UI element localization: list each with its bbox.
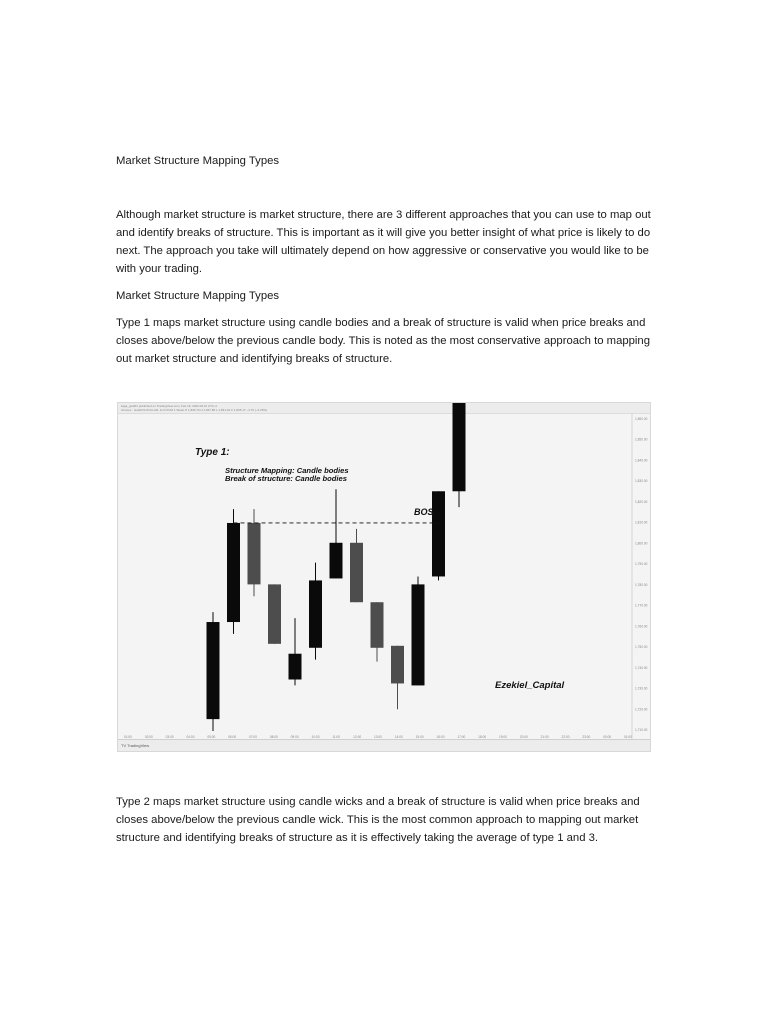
- price-tick-label: 1,790.00: [635, 562, 648, 567]
- annotation-break-of-structure: Break of structure: Candle bodies: [225, 474, 347, 483]
- chart-figure: [117, 402, 651, 752]
- candle-body: [309, 580, 322, 647]
- ezekiel-capital-watermark: Ezekiel_Capital: [495, 680, 565, 691]
- time-tick-label: 16:00: [436, 735, 445, 739]
- price-tick-label: 1,860.00: [635, 417, 648, 421]
- candle-body: [248, 523, 261, 584]
- document-title: Market Structure Mapping Types: [116, 155, 280, 167]
- section-subtitle: Market Structure Mapping Types: [116, 290, 280, 302]
- candle-body: [432, 491, 445, 576]
- chart-header-text: ilaga_gold01 published on TradingView.com, Feb 16, 2023 00:10 UTC-4: [121, 404, 217, 408]
- price-tick-label: 1,740.00: [635, 665, 648, 670]
- price-tick-label: 1,710.00: [635, 728, 648, 732]
- time-tick-label: 08:00: [269, 735, 278, 739]
- time-tick-label: 17:00: [457, 735, 466, 739]
- candle-body: [330, 543, 343, 579]
- price-tick-label: 1,850.00: [635, 437, 648, 442]
- time-tick-label: 03:00: [165, 735, 174, 739]
- time-tick-label: 21:00: [540, 735, 549, 739]
- price-tick-label: 1,820.00: [635, 499, 648, 504]
- type1-paragraph: Type 1 maps market structure using candle bodies and a break of structure is valid when price breaks and closes above/below the previous candle body. This is noted as the most conservative approach to mapping out market structure and identifying breaks of structure.: [116, 317, 650, 365]
- type2-paragraph: Type 2 maps market structure using candle wicks and a break of structure is valid when price breaks and closes above/below the previous candle wick. This is the most common approach to mapping out market structure and identifying breaks of structure as it is effectively taking the average of type 1 and 3.: [116, 796, 640, 844]
- annotation-structure-mapping: Structure Mapping: Candle bodies: [225, 466, 349, 475]
- time-tick-label: 06:00: [228, 735, 237, 739]
- tradingview-logo: TV TradingView: [121, 743, 150, 748]
- chart-footer-bar: [118, 739, 650, 751]
- time-tick-label: 23:00: [582, 735, 591, 739]
- candle-body: [371, 602, 384, 648]
- candle-body: [391, 646, 404, 684]
- price-tick-label: 1,810.00: [635, 520, 648, 525]
- figure-bottom-rule: [118, 751, 650, 752]
- time-tick-label: 01:00: [624, 735, 632, 739]
- chart-symbol-text: Ounces · Gold/US DOLLAR, 1H FXCM 1 Week O 1,836.76 H 1,837.86 L 1,831.04 C 1,835.17 −4.70 (−0.25%): [121, 408, 268, 412]
- price-tick-label: 1,800.00: [635, 541, 648, 546]
- time-tick-label: 15:00: [415, 735, 424, 739]
- price-tick-label: 1,770.00: [635, 603, 648, 608]
- time-tick-label: 02:00: [144, 735, 153, 739]
- time-tick-label: 09:00: [290, 735, 299, 739]
- annotation-type-label: Type 1:: [195, 447, 230, 458]
- time-tick-label: 10:00: [311, 735, 320, 739]
- time-tick-label: 20:00: [519, 735, 528, 739]
- time-tick-label: 18:00: [478, 735, 487, 739]
- time-tick-label: 13:00: [374, 735, 382, 739]
- time-tick-label: 00:00: [603, 735, 612, 739]
- time-tick-label: 07:00: [249, 735, 257, 739]
- price-tick-label: 1,720.00: [635, 707, 648, 712]
- time-tick-label: 19:00: [499, 735, 507, 739]
- candle-body: [412, 584, 425, 685]
- price-tick-label: 1,830.00: [635, 479, 648, 484]
- candle-body: [227, 523, 240, 622]
- time-tick-label: 14:00: [394, 735, 403, 739]
- time-tick-label: 11:00: [332, 735, 341, 739]
- price-tick-label: 1,730.00: [635, 686, 648, 691]
- time-tick-label: 01:00: [124, 735, 132, 739]
- candle-body: [207, 622, 220, 719]
- intro-paragraph: Although market structure is market structure, there are 3 different approaches that you can use to map out and identify breaks of structure. This is important as it will give you better insight of what price is likely to do next. The approach you take will ultimately depend on how aggressive or conservative you would like to be with your trading.: [116, 209, 651, 275]
- candle-body: [453, 403, 466, 491]
- bos-label: BOS: [414, 506, 434, 517]
- candle-body: [268, 584, 281, 643]
- time-tick-label: 12:00: [353, 735, 362, 739]
- price-tick-label: 1,750.00: [635, 645, 648, 650]
- candle-body: [289, 654, 302, 680]
- time-tick-label: 04:00: [186, 735, 195, 739]
- time-tick-label: 22:00: [561, 735, 570, 739]
- candlestick-chart: [118, 403, 651, 752]
- price-tick-label: 1,840.00: [635, 458, 648, 463]
- price-tick-label: 1,780.00: [635, 582, 648, 587]
- time-tick-label: 05:00: [207, 735, 216, 739]
- price-tick-label: 1,760.00: [635, 624, 648, 629]
- candle-body: [350, 543, 363, 602]
